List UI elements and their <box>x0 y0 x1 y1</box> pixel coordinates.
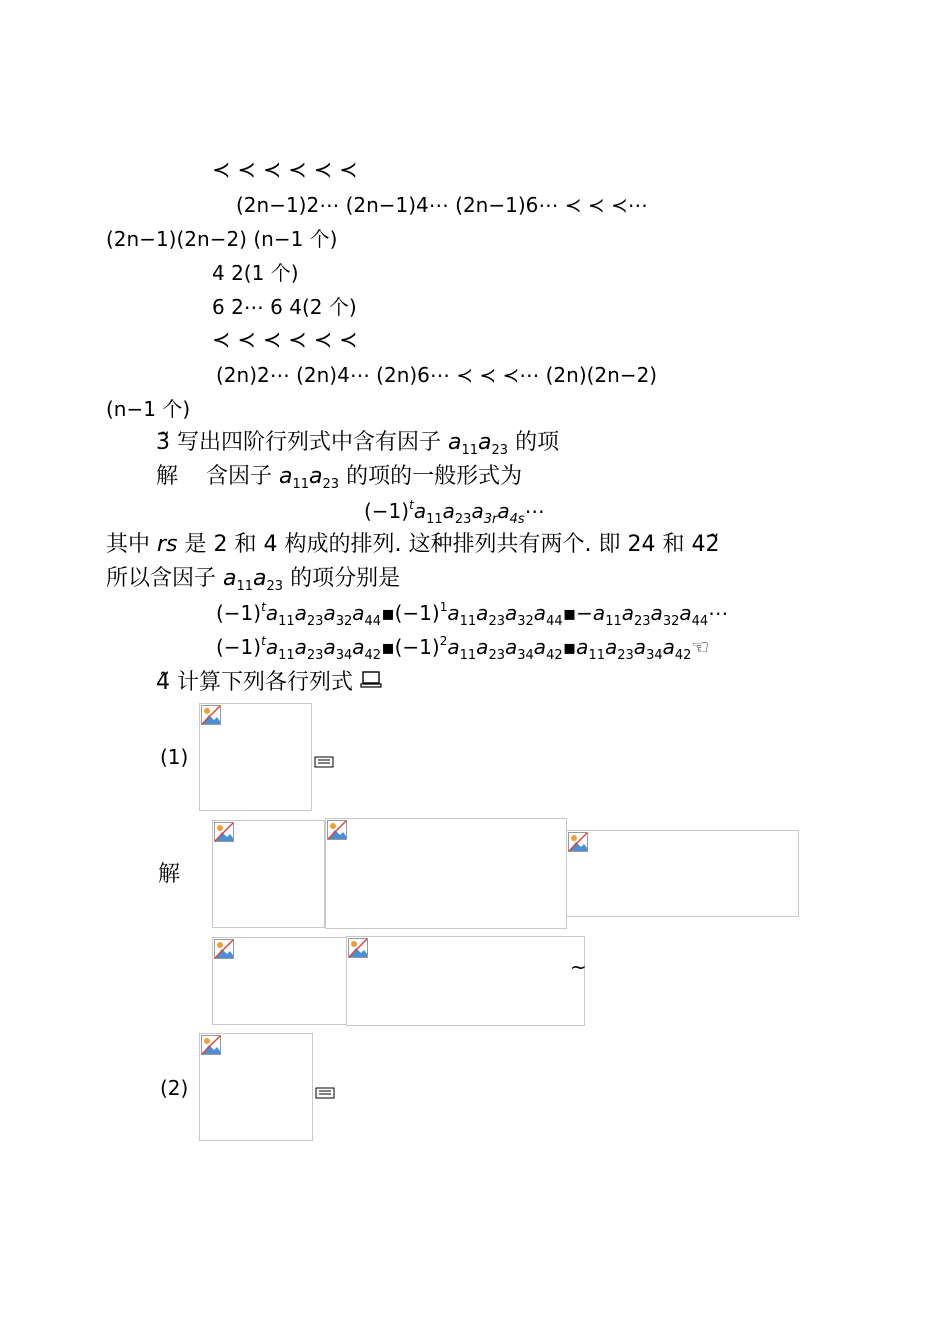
text: 是 2 和 4 构成的排列. 这种排列共有两个. 即 24 和 42̃ <box>184 532 720 557</box>
var-a: a <box>679 601 692 625</box>
laptop-icon <box>360 668 382 698</box>
sub: 23 <box>488 648 505 663</box>
var-a: a <box>279 464 293 489</box>
tilde-mark: ~ <box>570 955 587 979</box>
var-a: a <box>447 601 460 625</box>
solution-image-5 <box>346 936 585 1026</box>
var-a: a <box>662 635 675 659</box>
var-a: a <box>265 635 279 659</box>
sign-factor: ▪(−1) <box>381 601 440 625</box>
var-a: a <box>604 635 618 659</box>
var-a: a <box>504 635 518 659</box>
var-a: a <box>476 601 489 625</box>
question-3-number: 3̃ <box>156 430 170 455</box>
var-a: a <box>497 499 510 523</box>
sequence-line-4: 6 2⋯ 6 4(2 个) <box>212 295 357 319</box>
sub: 23 <box>306 648 324 663</box>
sub: 34 <box>517 648 534 663</box>
keyboard-icon <box>314 747 334 777</box>
arrow-row-2: ≺ ≺ ≺ ≺ ≺ ≺ <box>212 328 358 353</box>
sign-factor: (−1) <box>216 601 262 625</box>
sub: 44 <box>691 614 709 629</box>
sub: 23 <box>488 614 505 629</box>
question-4-text: 计算下列各行列式 <box>177 670 354 695</box>
solution-image-4 <box>212 937 348 1025</box>
var-a: a <box>294 601 307 625</box>
var-a: a <box>533 635 547 659</box>
sub: 23 <box>617 648 634 663</box>
sub: 3r <box>483 512 498 527</box>
exponent: t <box>409 498 414 512</box>
sub: 32 <box>517 614 534 629</box>
general-term-formula <box>364 496 545 530</box>
formula-tail: ⋯ <box>708 601 729 625</box>
var-a: a <box>309 464 323 489</box>
question-3-text: 写出四阶行列式中含有因子 <box>177 430 442 455</box>
exponent: t <box>261 634 266 648</box>
question-4-number: 4̃ <box>156 670 170 695</box>
var-a: a <box>650 601 663 625</box>
sign-factor: ▪(−1) <box>381 635 440 659</box>
var-a: a <box>442 499 455 523</box>
var-a: a <box>323 635 336 659</box>
arrow-row-1: ≺ ≺ ≺ ≺ ≺ ≺ <box>212 158 358 183</box>
solution-image-2 <box>325 818 567 929</box>
sub: 42 <box>546 648 563 663</box>
part-2-label: (2) <box>160 1076 189 1100</box>
permutation-explanation <box>106 530 719 560</box>
solution-4-label: 解 <box>158 862 181 887</box>
exponent: 1 <box>439 600 448 614</box>
var-a: a <box>223 566 237 591</box>
broken-image-icon <box>568 832 588 852</box>
var-a: a <box>323 601 336 625</box>
solution-image-3 <box>566 830 799 917</box>
sequence-line-1: (2n−1)2⋯ (2n−1)4⋯ (2n−1)6⋯ ≺ ≺ ≺⋯ <box>236 193 648 217</box>
sub: 11 <box>236 579 254 594</box>
sub: 11 <box>278 614 295 629</box>
sub: 32 <box>335 614 353 629</box>
sub: 23 <box>322 477 340 492</box>
broken-image-icon <box>214 822 234 842</box>
sequence-line-3: 4 2(1 个) <box>212 261 299 285</box>
separator: ▪ <box>562 635 577 659</box>
var-a: a <box>253 566 267 591</box>
sequence-line-5: (2n)2⋯ (2n)4⋯ (2n)6⋯ ≺ ≺ ≺⋯ (2n)(2n−2) <box>216 363 658 387</box>
sub: 11 <box>459 614 477 629</box>
sub: 23 <box>266 579 284 594</box>
pointing-hand-icon: ☜ <box>691 635 710 659</box>
broken-image-icon <box>348 938 368 958</box>
term-expression-1 <box>216 598 728 632</box>
sub: 23 <box>634 614 651 629</box>
sub: 11 <box>461 443 479 458</box>
solution-3 <box>156 462 522 495</box>
var-a: a <box>471 499 484 523</box>
sub: 11 <box>278 648 295 663</box>
broken-image-icon <box>201 705 221 725</box>
sub: 4s <box>509 512 525 527</box>
text: 的项分别是 <box>290 566 401 591</box>
text: 其中 <box>106 532 151 557</box>
sub: 44 <box>546 614 563 629</box>
var-a: a <box>352 635 365 659</box>
exponent: 2 <box>439 634 448 648</box>
sub: 32 <box>662 614 680 629</box>
formula-tail: ⋯ <box>524 499 545 523</box>
sub: 23 <box>491 443 509 458</box>
sub: 44 <box>364 614 382 629</box>
sub: 42 <box>364 648 382 663</box>
part-1-label: (1) <box>160 745 189 769</box>
sequence-line-6: (n−1 个) <box>106 397 191 421</box>
var-a: a <box>633 635 647 659</box>
var-a: a <box>447 635 460 659</box>
sub: 11 <box>426 512 443 527</box>
var-a: a <box>592 601 606 625</box>
sign-factor: (−1) <box>216 635 262 659</box>
sub: 42 <box>674 648 692 663</box>
solution-text: 含因子 <box>206 464 273 489</box>
var-a: a <box>413 499 427 523</box>
sub: 34 <box>646 648 663 663</box>
question-3-text-end: 的项 <box>515 430 560 455</box>
sub: 11 <box>605 614 622 629</box>
keyboard-icon <box>315 1078 335 1108</box>
broken-image-icon <box>201 1035 221 1055</box>
broken-image-icon <box>327 820 347 840</box>
solution-image-1 <box>212 820 325 928</box>
var-a: a <box>265 601 279 625</box>
exponent: t <box>261 600 266 614</box>
matrix-1-image <box>199 703 312 811</box>
sub: 23 <box>454 512 472 527</box>
solution-label: 解 <box>156 464 179 489</box>
question-3 <box>156 428 559 461</box>
sign-factor: (−1) <box>364 499 410 523</box>
separator: ▪− <box>562 601 593 625</box>
text: 所以含因子 <box>106 566 217 591</box>
sub: 34 <box>335 648 353 663</box>
sub: 11 <box>459 648 477 663</box>
matrix-2-image <box>199 1033 313 1141</box>
question-4 <box>156 668 382 698</box>
var-a: a <box>476 635 489 659</box>
sub: 11 <box>292 477 310 492</box>
var-a: a <box>576 635 589 659</box>
var-a: a <box>478 430 492 455</box>
terms-intro <box>106 564 400 597</box>
broken-image-icon <box>214 939 234 959</box>
var-a: a <box>294 635 307 659</box>
sub: 23 <box>306 614 324 629</box>
term-expression-2 <box>216 632 709 666</box>
sub: 11 <box>588 648 605 663</box>
var-rs: rs <box>157 532 178 557</box>
sequence-line-2: (2n−1)(2n−2) (n−1 个) <box>106 227 338 251</box>
var-a: a <box>504 601 518 625</box>
var-a: a <box>448 430 462 455</box>
var-a: a <box>621 601 634 625</box>
var-a: a <box>352 601 365 625</box>
var-a: a <box>533 601 547 625</box>
solution-text-end: 的项的一般形式为 <box>346 464 523 489</box>
